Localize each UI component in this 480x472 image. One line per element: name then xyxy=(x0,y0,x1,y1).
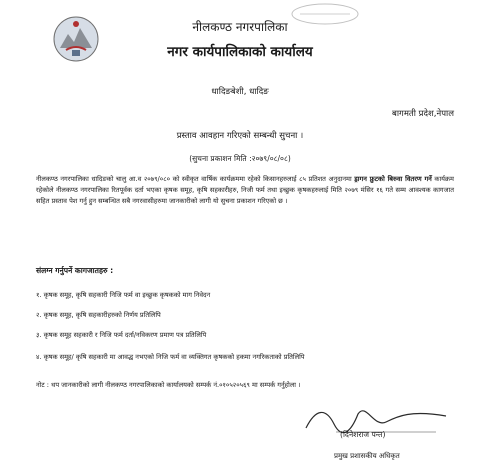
notice-body-highlight: ड्रागन फ्रुटको बिरुवा वितरण गर्ने xyxy=(354,175,432,183)
office-address: बागमती प्रदेश,नेपाल xyxy=(391,109,454,119)
attachment-item: ३. कृषक समूह सहकारी र निजि फर्म दर्ता/नविकरण प्रमाण पत्र प्रतिलिपि xyxy=(36,331,207,339)
notice-title: प्रस्ताव आवहान गरिएको सम्बन्धी सुचना । xyxy=(176,131,304,141)
attachment-item: २. कृषक समूह, कृषि सहकारीहरुको निर्णय प्रतिलिपि xyxy=(36,311,161,319)
signatory-name: (दिनेशराज पन्त) xyxy=(340,430,386,439)
office-location: धादिङबेशी, धादिङ xyxy=(211,87,269,97)
notice-publish-date: (सुचना प्रकाशन मिति :२०७९/०८/०८) xyxy=(189,154,291,163)
notice-body xyxy=(36,174,454,207)
notice-body-part-1: नीलकण्ठ नगरपालिका धादिङको चालु आ.व २०७९/०८० को स्वीकृत वार्षिक कार्यक्रममा रहेको किसानहरुलाई ८५ प्रतिशत अनुदानमा xyxy=(36,175,352,183)
attachments-heading: संलग्न गर्नुपर्ने कागजातहरु : xyxy=(36,266,114,275)
notice-body-part-2: कार्यक्रम रहेकोले नीलकण्ठ नगरपालिका रितपूर्वक दर्ता भएका कृषक समूह, कृषि सहकारीहरु, निजी फर्म तथा इच्छुक कृषकहरुलाई मिति २०७९ मंसिर १६ गते सम्म आवश्यक कागजात सहित प्रस्ताव पेश गर्नु हुन सम्बन्धित सबै नगरवासीहरुमा जानकारीको लागी यो सुचना प्रकाशन गरिएको छ । xyxy=(36,175,454,205)
contact-note: नोट : थप जानकारीको लागी नीलकण्ठ नगरपालिकाको कार्यालयको सम्पर्क नं.०१०५२०५६९ मा सम्पर्क गर्नुहोला । xyxy=(36,381,301,389)
attachment-item: ४. कृषक समूह/ कृषि सहकारी मा आवद्ध नभएको निजि फर्म वा व्यक्तिगत कृषकको हकमा नगरिकताको प्रतिलिपि xyxy=(36,353,305,361)
office-name: नगर कार्यपालिकाको कार्यालय xyxy=(167,44,313,60)
attachment-item: १. कृषक समूह, कृषि सहकारी निजि फर्म वा इच्छुक कृषकको माग निवेदन xyxy=(36,291,211,299)
signatory-designation: प्रमुख प्रशासकीय अधिकृत xyxy=(334,452,400,460)
municipality-name: नीलकण्ठ नगरपालिका xyxy=(192,20,288,34)
